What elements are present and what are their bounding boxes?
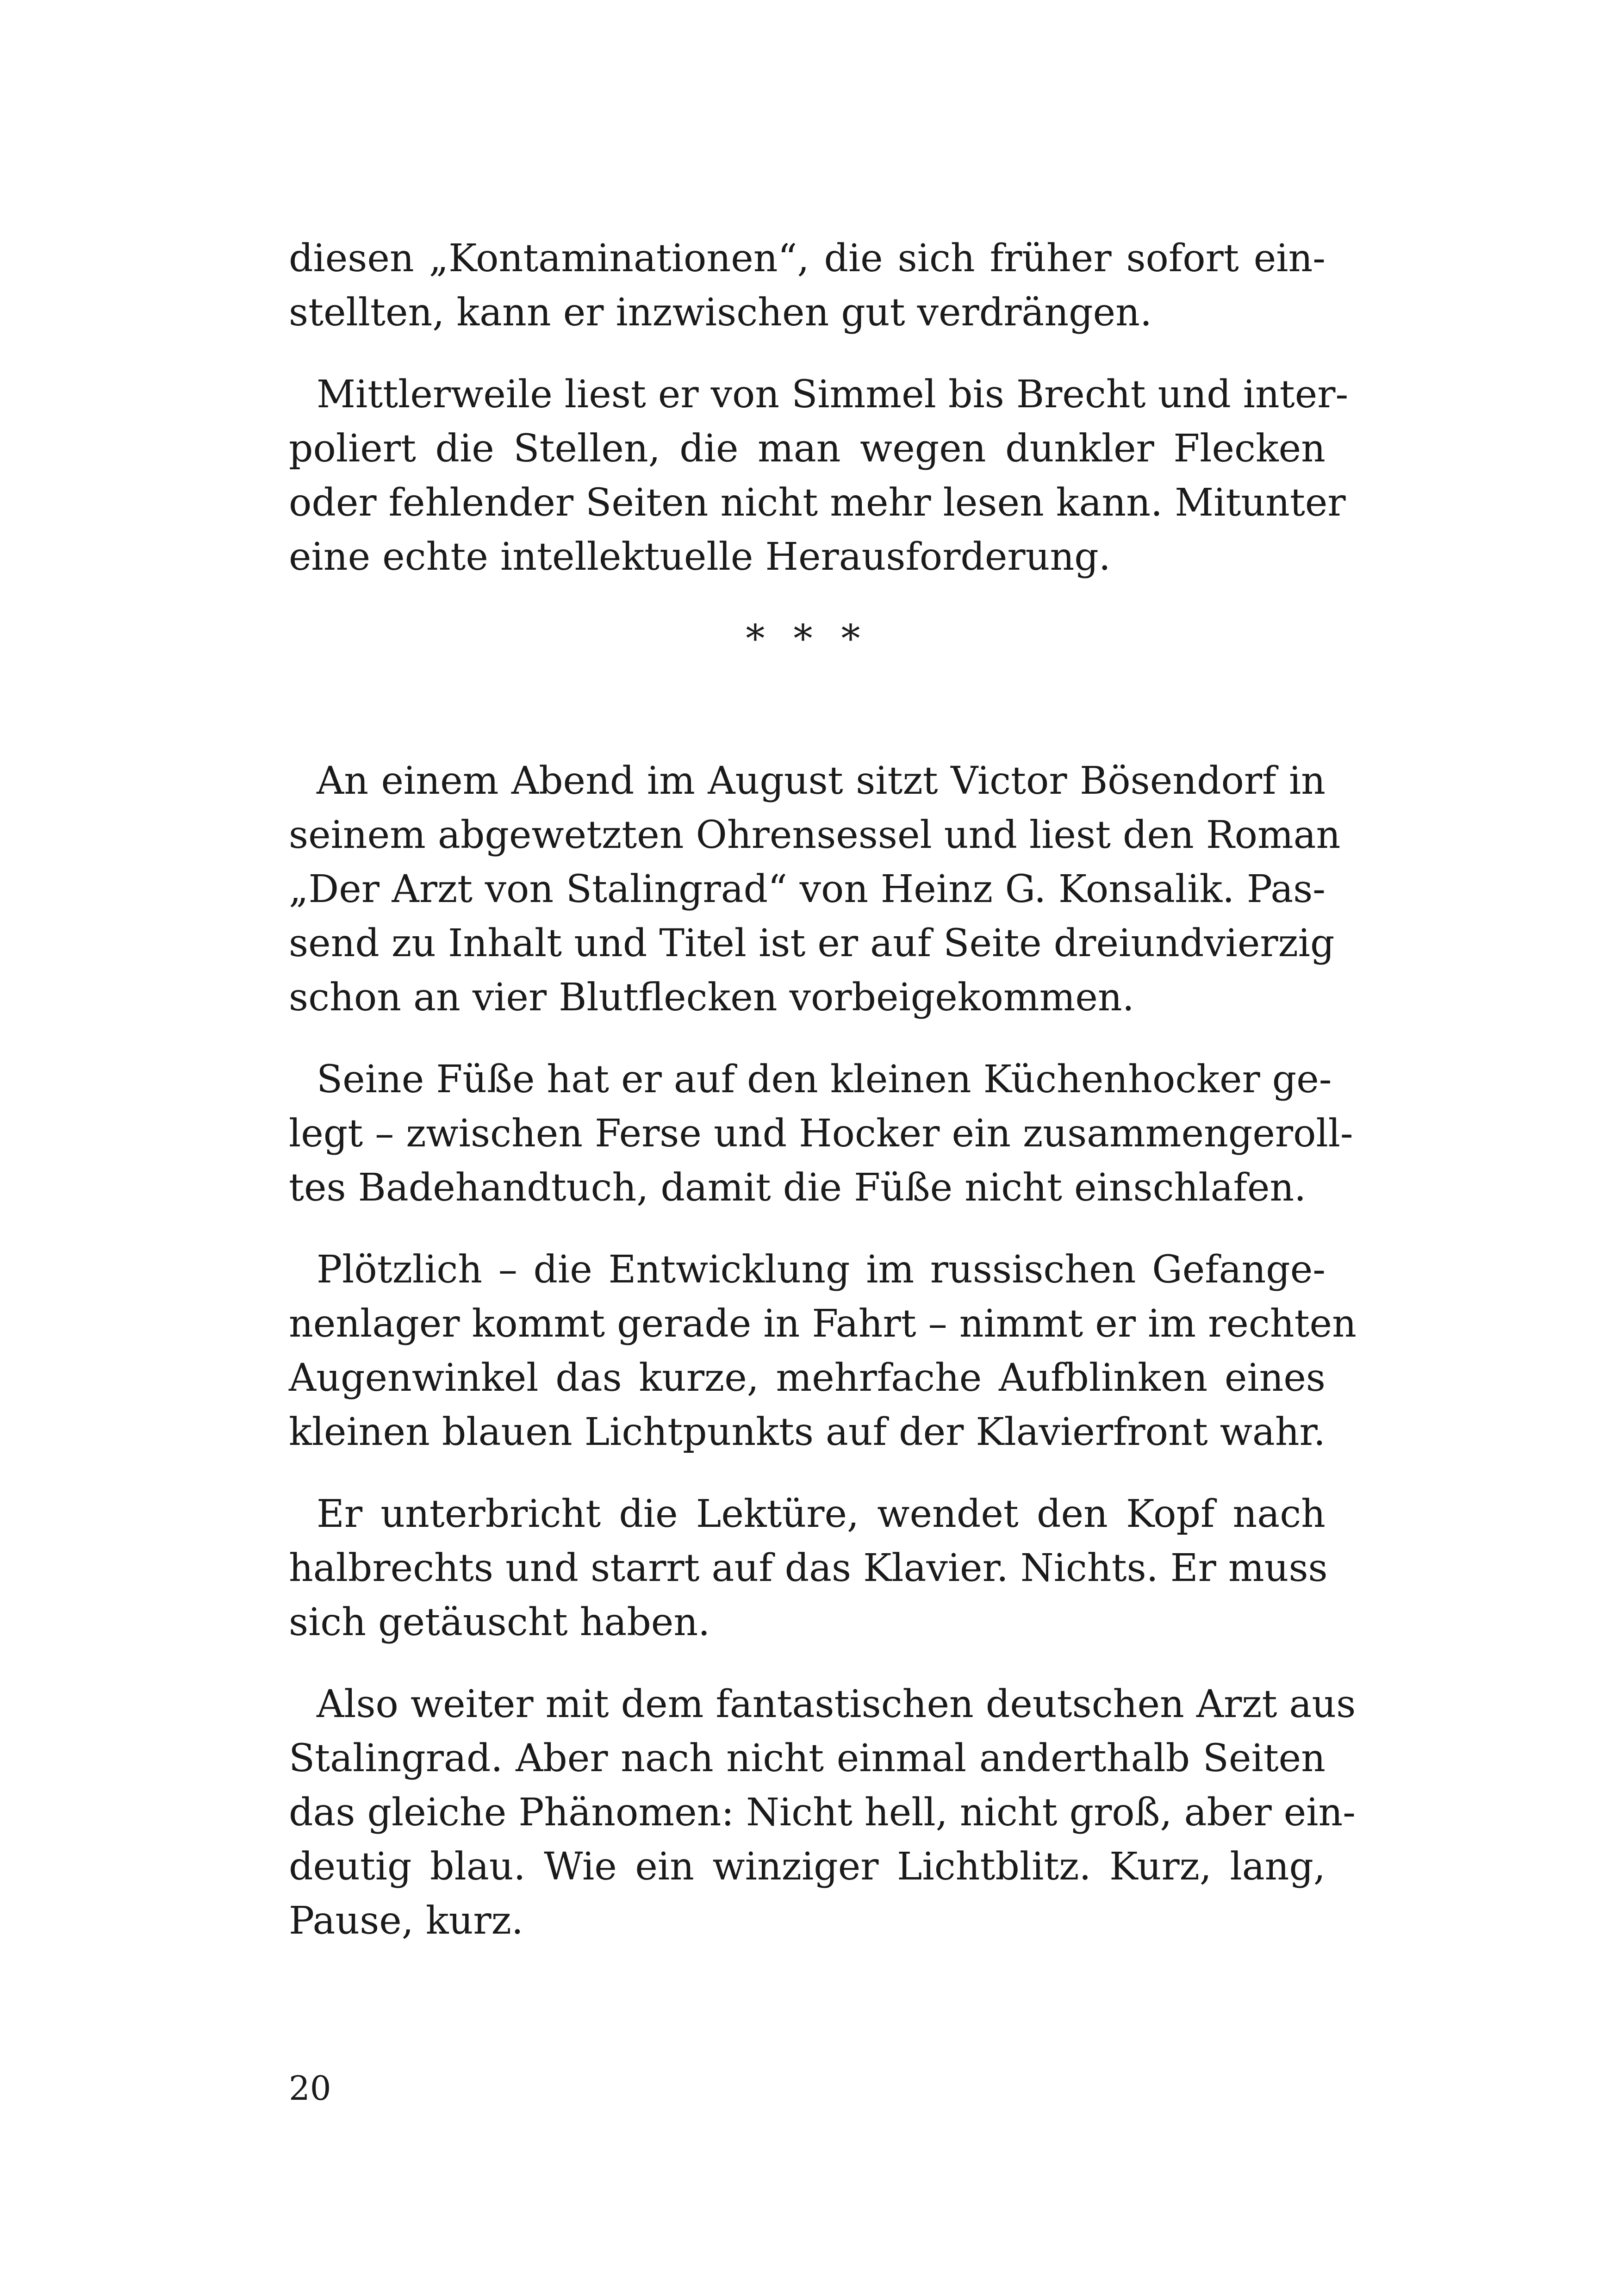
text-line: tes Badehandtuch, damit die Füße nicht einschlafen. — [289, 1166, 1307, 1210]
text-line: das gleiche Phänomen: Nicht hell, nicht groß, aber ein- — [289, 1791, 1356, 1835]
text-line: poliert die Stellen, die man wegen dunkler Flecken — [289, 427, 1326, 471]
text-line: deutig blau. Wie ein winziger Lichtblitz. Kurz, lang, — [289, 1845, 1326, 1889]
paragraph — [289, 367, 1349, 584]
text-line: Er unterbricht die Lektüre, wendet den Kopf nach — [317, 1492, 1326, 1536]
text-line: oder fehlender Seiten nicht mehr lesen kann. Mitunter — [289, 481, 1346, 525]
paragraph — [289, 754, 1341, 1025]
text-line: Augenwinkel das kurze, mehrfache Aufblinken eines — [289, 1356, 1326, 1400]
paragraph — [289, 1052, 1353, 1215]
paragraph — [289, 1677, 1356, 1948]
text-line: send zu Inhalt und Titel ist er auf Seite dreiundvierzig — [289, 921, 1335, 965]
text-line: Plötzlich – die Entwicklung im russischen Gefange- — [317, 1248, 1326, 1292]
text-line: kleinen blauen Lichtpunkts auf der Klavierfront wahr. — [289, 1410, 1326, 1454]
text-line: halbrechts und starrt auf das Klavier. Nichts. Er muss — [289, 1546, 1328, 1590]
text-line: seinem abgewetzten Ohrensessel und liest den Roman — [289, 813, 1341, 857]
body-text — [289, 231, 1357, 1976]
text-line: Mittlerweile liest er von Simmel bis Brecht und inter- — [317, 373, 1349, 417]
text-line: Also weiter mit dem fantastischen deutschen Arzt aus — [317, 1682, 1356, 1726]
paragraph — [289, 231, 1326, 340]
text-line: stellten, kann er inzwischen gut verdrängen. — [289, 291, 1152, 335]
page-number: 20 — [289, 2069, 331, 2108]
text-line: Pause, kurz. — [289, 1899, 523, 1943]
text-line: An einem Abend im August sitzt Victor Bösendorf in — [317, 759, 1326, 803]
paragraph — [289, 1243, 1357, 1459]
text-line: sich getäuscht haben. — [289, 1600, 710, 1644]
text-line: „Der Arzt von Stalingrad“ von Heinz G. Konsalik. Pas- — [289, 867, 1326, 911]
text-line: legt – zwischen Ferse und Hocker ein zusammengeroll- — [289, 1112, 1353, 1156]
text-line: Stalingrad. Aber nach nicht einmal anderthalb Seiten — [289, 1736, 1326, 1780]
section-separator: * * * — [746, 617, 869, 661]
text-line: eine echte intellektuelle Herausforderung. — [289, 535, 1111, 579]
text-line: schon an vier Blutflecken vorbeigekommen. — [289, 976, 1134, 1020]
text-line: nenlager kommt gerade in Fahrt – nimmt er im rechten — [289, 1302, 1357, 1346]
text-line: diesen „Kontaminationen“, die sich früher sofort ein- — [289, 236, 1326, 280]
text-line: Seine Füße hat er auf den kleinen Küchenhocker ge- — [317, 1058, 1332, 1101]
paragraph — [289, 1487, 1326, 1649]
